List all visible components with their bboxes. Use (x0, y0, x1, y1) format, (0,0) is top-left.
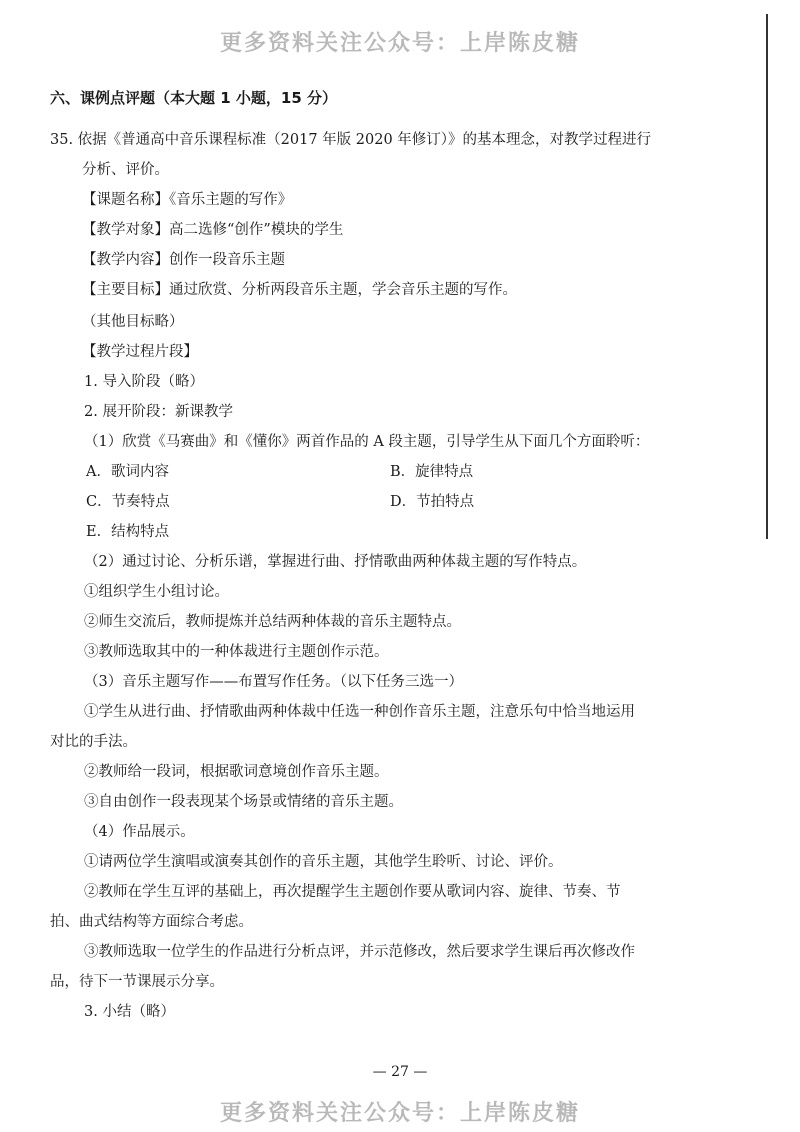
watermark-bottom: 更多资料关注公众号：上岸陈皮糖 (219, 1101, 580, 1126)
option-d: D．节拍特点 (390, 494, 475, 510)
option-e: E．结构特点 (86, 524, 170, 540)
subsection-4-item-1: ①请两位学生演唱或演奏其创作的音乐主题，其他学生聆听、讨论、评价。 (84, 854, 563, 870)
subsection-4-item-2-cont: 拍、曲式结构等方面综合考虑。 (50, 914, 253, 930)
watermark-top: 更多资料关注公众号：上岸陈皮糖 (219, 31, 580, 56)
subsection-4-item-2: ②教师在学生互评的基础上，再次提醒学生主题创作要从歌词内容、旋律、节奏、节 (84, 884, 621, 900)
subsection-4-item-3: ③教师选取一位学生的作品进行分析点评，并示范修改，然后要求学生课后再次修改作 (84, 944, 635, 960)
step2-line: 2. 展开阶段：新课教学 (84, 404, 233, 420)
question-line-2: 分析、评价。 (82, 162, 169, 178)
content-line: 【教学内容】创作一段音乐主题 (82, 252, 285, 268)
other-goals-line: （其他目标略） (82, 314, 184, 330)
subsection-4: （4）作品展示。 (84, 824, 195, 840)
topic-line: 【课题名称】《音乐主题的写作》 (82, 192, 293, 208)
subsection-3-item-1: ①学生从进行曲、抒情歌曲两种体裁中任选一种创作音乐主题，注意乐句中恰当地运用 (84, 704, 635, 720)
option-b: B．旋律特点 (390, 464, 474, 480)
audience-line: 【教学对象】高二选修“创作”模块的学生 (82, 222, 344, 238)
subsection-1: （1）欣赏《马赛曲》和《懂你》两首作品的 A 段主题，引导学生从下面几个方面聆听： (84, 434, 650, 450)
page-number: — 27 — (372, 1064, 428, 1080)
subsection-4-item-3-cont: 品，待下一节课展示分享。 (50, 974, 224, 990)
goal-line: 【主要目标】通过欣赏、分析两段音乐主题，学会音乐主题的写作。 (82, 282, 517, 298)
section-title: 六、课例点评题（本大题 1 小题，15 分） (50, 89, 337, 107)
subsection-3-item-1-cont: 对比的手法。 (50, 734, 137, 750)
question-line-1: 35. 依据《普通高中音乐课程标准（2017 年版 2020 年修订）》的基本理念，对教学过程进行 (50, 132, 652, 148)
step1-line: 1. 导入阶段（略） (84, 374, 204, 390)
subsection-3: （3）音乐主题写作——布置写作任务。（以下任务三选一） (84, 674, 463, 690)
subsection-2: （2）通过讨论、分析乐谱，掌握进行曲、抒情歌曲两种体裁主题的写作特点。 (84, 554, 587, 570)
scan-edge-line (766, 14, 768, 539)
option-a: A．歌词内容 (86, 464, 169, 480)
subsection-2-item-2: ②师生交流后，教师提炼并总结两种体裁的音乐主题特点。 (84, 614, 461, 630)
fragment-heading: 【教学过程片段】 (82, 344, 198, 360)
subsection-2-item-3: ③教师选取其中的一种体裁进行主题创作示范。 (84, 644, 389, 660)
option-c: C．节奏特点 (86, 494, 170, 510)
subsection-2-item-1: ①组织学生小组讨论。 (84, 584, 229, 600)
subsection-3-item-3: ③自由创作一段表现某个场景或情绪的音乐主题。 (84, 794, 403, 810)
step3-line: 3. 小结（略） (84, 1004, 175, 1020)
subsection-3-item-2: ②教师给一段词，根据歌词意境创作音乐主题。 (84, 764, 389, 780)
